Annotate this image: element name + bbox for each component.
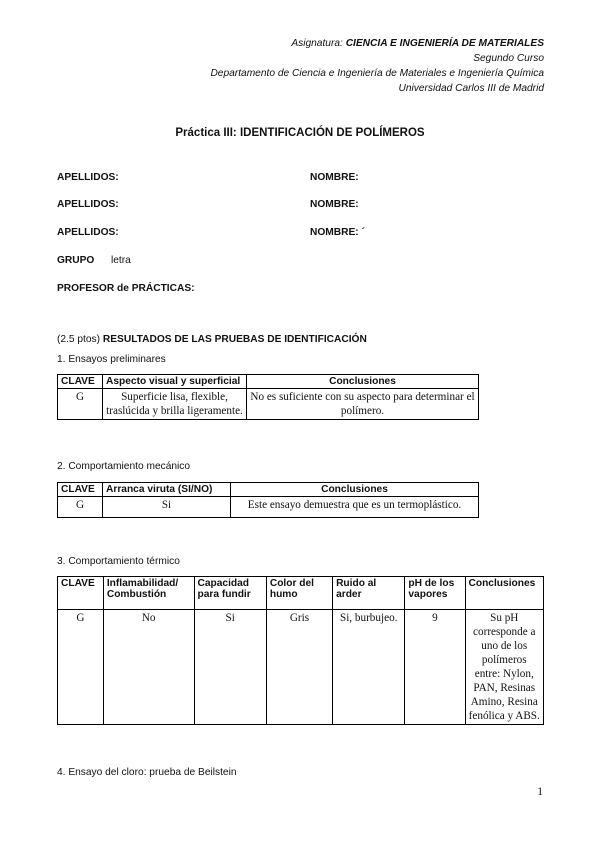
col-clave: CLAVE xyxy=(58,375,103,389)
cell-capacidad: Si xyxy=(194,610,266,725)
col-capacidad: Capacidad para fundir xyxy=(194,577,266,610)
cell-inflamabilidad: No xyxy=(103,610,194,725)
cell-aspecto: Superficie lisa, flexible, traslúcida y brilla ligeramente. xyxy=(103,389,247,420)
table-header-row xyxy=(58,375,479,389)
subject-line: Asignatura: CIENCIA E INGENIERÍA DE MATERIALES xyxy=(291,38,544,49)
preliminary-tests-table xyxy=(57,374,479,420)
thermal-table xyxy=(57,576,544,725)
col-ruido: Ruido al arder xyxy=(333,577,405,610)
cell-viruta: Si xyxy=(103,497,231,518)
university-line: Universidad Carlos III de Madrid xyxy=(398,83,544,94)
profesor-label: PROFESOR de PRÁCTICAS: xyxy=(57,283,195,294)
cell-clave: G xyxy=(58,497,103,518)
table-row xyxy=(58,610,544,725)
course-line: Segundo Curso xyxy=(473,53,544,64)
results-points: (2.5 ptos) xyxy=(57,334,101,345)
table-header-row xyxy=(58,483,479,497)
table-row xyxy=(58,497,479,518)
apellidos-label-2: APELLIDOS: xyxy=(57,199,119,210)
cell-clave: G xyxy=(58,389,103,420)
col-conclusiones: Conclusiones xyxy=(247,375,479,389)
apellidos-label-3: APELLIDOS: xyxy=(57,227,119,238)
col-conclusiones: Conclusiones xyxy=(465,577,544,610)
col-inflamabilidad: Inflamabilidad/ Combustión xyxy=(103,577,194,610)
cell-color-humo: Gris xyxy=(266,610,332,725)
results-title: RESULTADOS DE LAS PRUEBAS DE IDENTIFICACIÓN xyxy=(102,334,367,345)
table-header-row xyxy=(58,577,544,610)
cell-conclusiones: Este ensayo demuestra que es un termoplástico. xyxy=(231,497,479,518)
cell-ruido: Si, burbujeo. xyxy=(333,610,405,725)
department-line: Departamento de Ciencia e Ingeniería de Materiales e Ingeniería Química xyxy=(210,68,544,79)
cell-conclusiones: No es suficiente con su aspecto para determinar el polímero. xyxy=(247,389,479,420)
section3-title: 3. Comportamiento térmico xyxy=(57,556,180,567)
col-conclusiones: Conclusiones xyxy=(231,483,479,497)
document-header xyxy=(210,36,544,96)
cell-clave: G xyxy=(58,610,104,725)
nombre-label-3: NOMBRE: ´ xyxy=(310,227,365,238)
section1-title: 1. Ensayos preliminares xyxy=(57,354,166,365)
page-title: Práctica III: IDENTIFICACIÓN DE POLÍMEROS xyxy=(175,127,425,139)
col-viruta: Arranca viruta (SI/NO) xyxy=(103,483,231,497)
grupo-label: GRUPO xyxy=(57,255,95,266)
page-number: 1 xyxy=(537,786,543,798)
col-clave: CLAVE xyxy=(58,483,103,497)
grupo-value: letra xyxy=(111,255,131,266)
section2-title: 2. Comportamiento mecánico xyxy=(57,461,191,472)
section4-title: 4. Ensayo del cloro: prueba de Beilstein xyxy=(57,767,237,778)
cell-conclusiones: Su pH corresponde a uno de los polímeros entre: Nylon, PAN, Resinas Amino, Resina fenólica y ABS. xyxy=(465,610,544,725)
nombre-label-2: NOMBRE: xyxy=(310,199,359,210)
nombre-label-1: NOMBRE: xyxy=(310,172,359,183)
table-row xyxy=(58,389,479,420)
results-heading xyxy=(57,334,367,345)
col-ph: pH de los vapores xyxy=(405,577,465,610)
col-clave: CLAVE xyxy=(58,577,104,610)
apellidos-label-1: APELLIDOS: xyxy=(57,172,119,183)
mechanical-table xyxy=(57,482,479,518)
subject-name: CIENCIA E INGENIERÍA DE MATERIALES xyxy=(345,38,544,49)
col-color-humo: Color del humo xyxy=(266,577,332,610)
cell-ph: 9 xyxy=(405,610,465,725)
col-aspecto: Aspecto visual y superficial xyxy=(103,375,247,389)
